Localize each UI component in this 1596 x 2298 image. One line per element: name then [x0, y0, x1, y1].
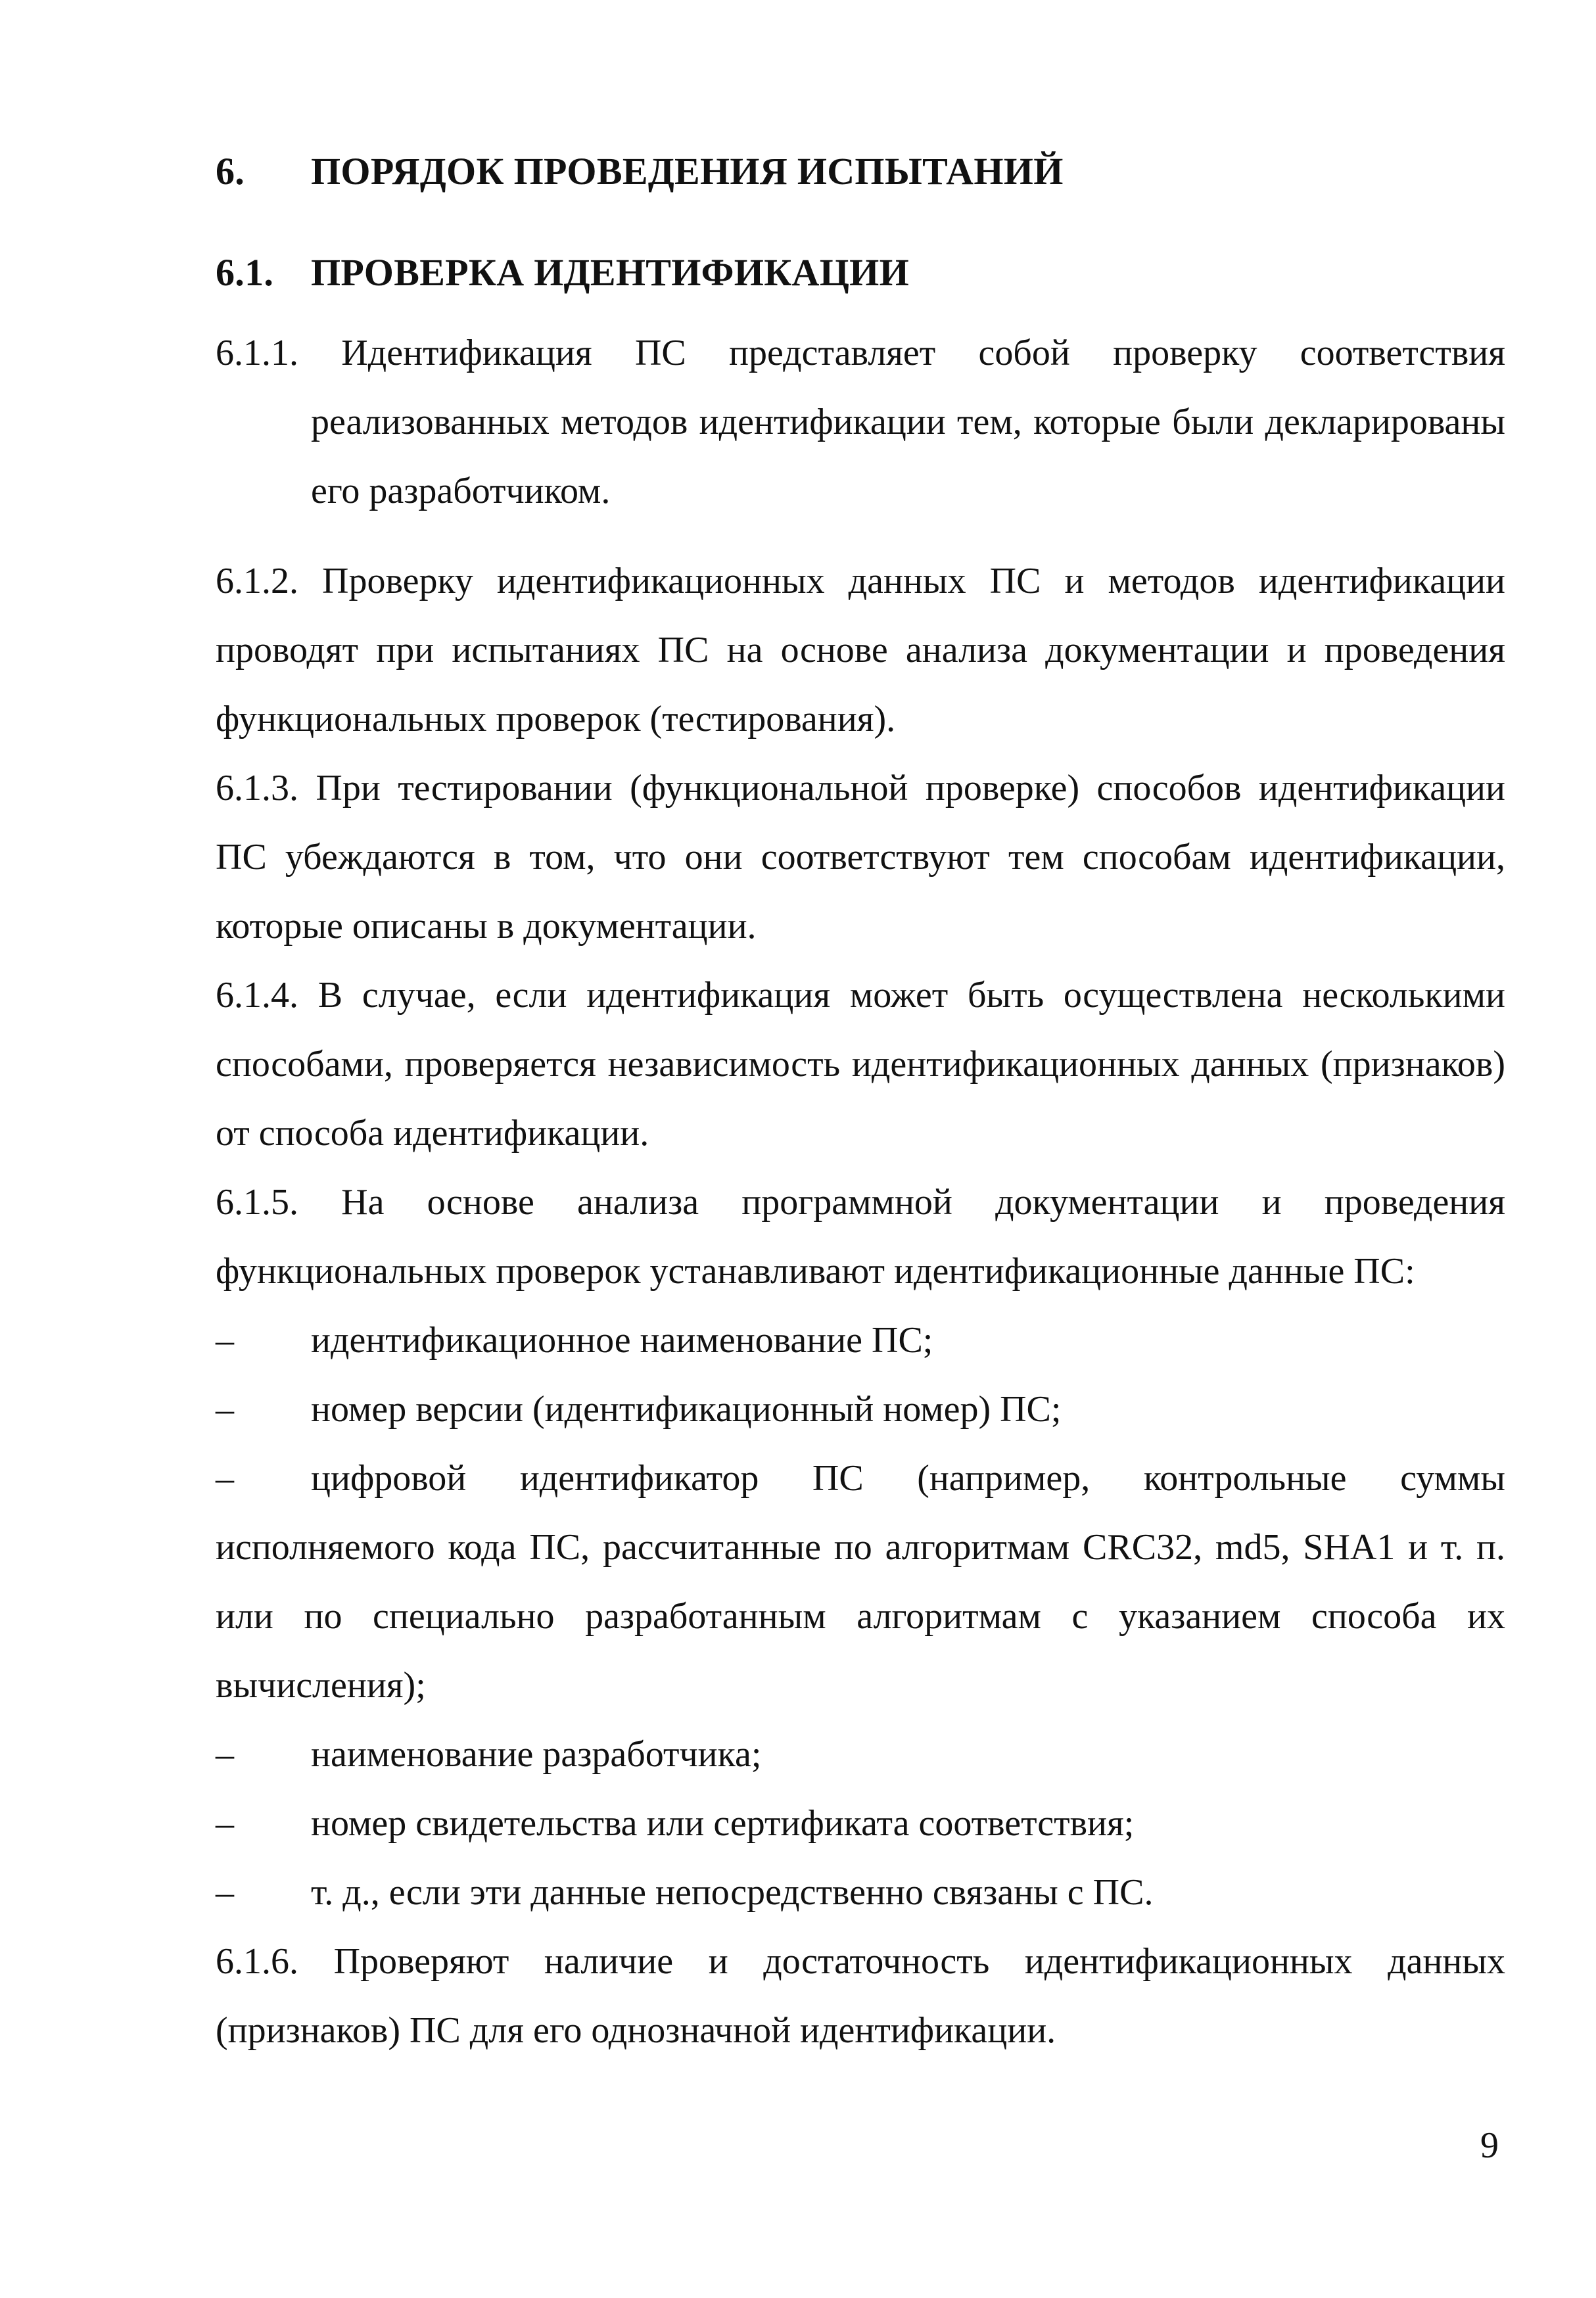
list-item-text: т. д., если эти данные непосредственно связаны с ПС. — [311, 1872, 1154, 1913]
subsection-title: ПРОВЕРКА ИДЕНТИФИКАЦИИ — [311, 251, 909, 294]
subsection-heading — [216, 251, 909, 294]
list-dash: – — [216, 1872, 234, 1913]
list-item — [216, 1720, 1505, 1789]
list-dash: – — [216, 1458, 234, 1499]
subsection-number: 6.1. — [216, 251, 274, 294]
list-item-text: номер версии (идентификационный номер) ПС; — [311, 1389, 1062, 1430]
list-item-text: наименование разработчика; — [311, 1734, 762, 1775]
list-dash: – — [216, 1320, 234, 1361]
paragraph-6-1-4: 6.1.4. В случае, если идентификация может быть осуществлена несколькими способами, проверяется независимость идентификационных данных (признаков) от способа идентификации. — [216, 975, 1505, 1154]
list-item — [216, 1375, 1505, 1444]
list-item — [216, 1789, 1505, 1858]
list-item — [216, 1306, 1505, 1375]
list-dash: – — [216, 1803, 234, 1844]
section-title: ПОРЯДОК ПРОВЕДЕНИЯ ИСПЫТАНИЙ — [311, 150, 1064, 193]
paragraph-6-1-1: 6.1.1. Идентификация ПС представляет собой проверку соответствия реализованных методов идентификации тем, которые были декларированы его разработчиком. — [216, 333, 1505, 511]
list-item-text: цифровой идентификатор ПС (например, контрольные суммы исполняемого кода ПС, рассчитанные по алгоритмам CRC32, md5, SHA1 и т. п. или по специально разработанным алгоритмам с указанием способа их вычисления); — [216, 1458, 1505, 1706]
paragraph-6-1-5: 6.1.5. На основе анализа программной документации и проведения функциональных проверок устанавливают идентификационные данные ПС: — [216, 1182, 1505, 1292]
list-item — [216, 1858, 1505, 1927]
body-text — [216, 319, 1505, 2065]
list-item — [216, 1444, 1505, 1720]
section-heading — [216, 152, 1064, 191]
paragraph-6-1-3: 6.1.3. При тестировании (функциональной проверке) способов идентификации ПС убеждаются в том, что они соответствуют тем способам идентификации, которые описаны в документации. — [216, 768, 1505, 947]
list-item-text: идентификационное наименование ПС; — [311, 1320, 933, 1361]
list-dash: – — [216, 1734, 234, 1775]
paragraph-6-1-6: 6.1.6. Проверяют наличие и достаточность идентификационных данных (признаков) ПС для его однозначной идентификации. — [216, 1941, 1505, 2051]
list-dash: – — [216, 1389, 234, 1430]
section-number: 6. — [216, 150, 245, 193]
list-item-text: номер свидетельства или сертификата соответствия; — [311, 1803, 1135, 1844]
page-number: 9 — [1480, 2125, 1499, 2166]
paragraph-6-1-2: 6.1.2. Проверку идентификационных данных ПС и методов идентификации проводят при испытаниях ПС на основе анализа документации и проведения функциональных проверок (тестирования). — [216, 561, 1505, 739]
